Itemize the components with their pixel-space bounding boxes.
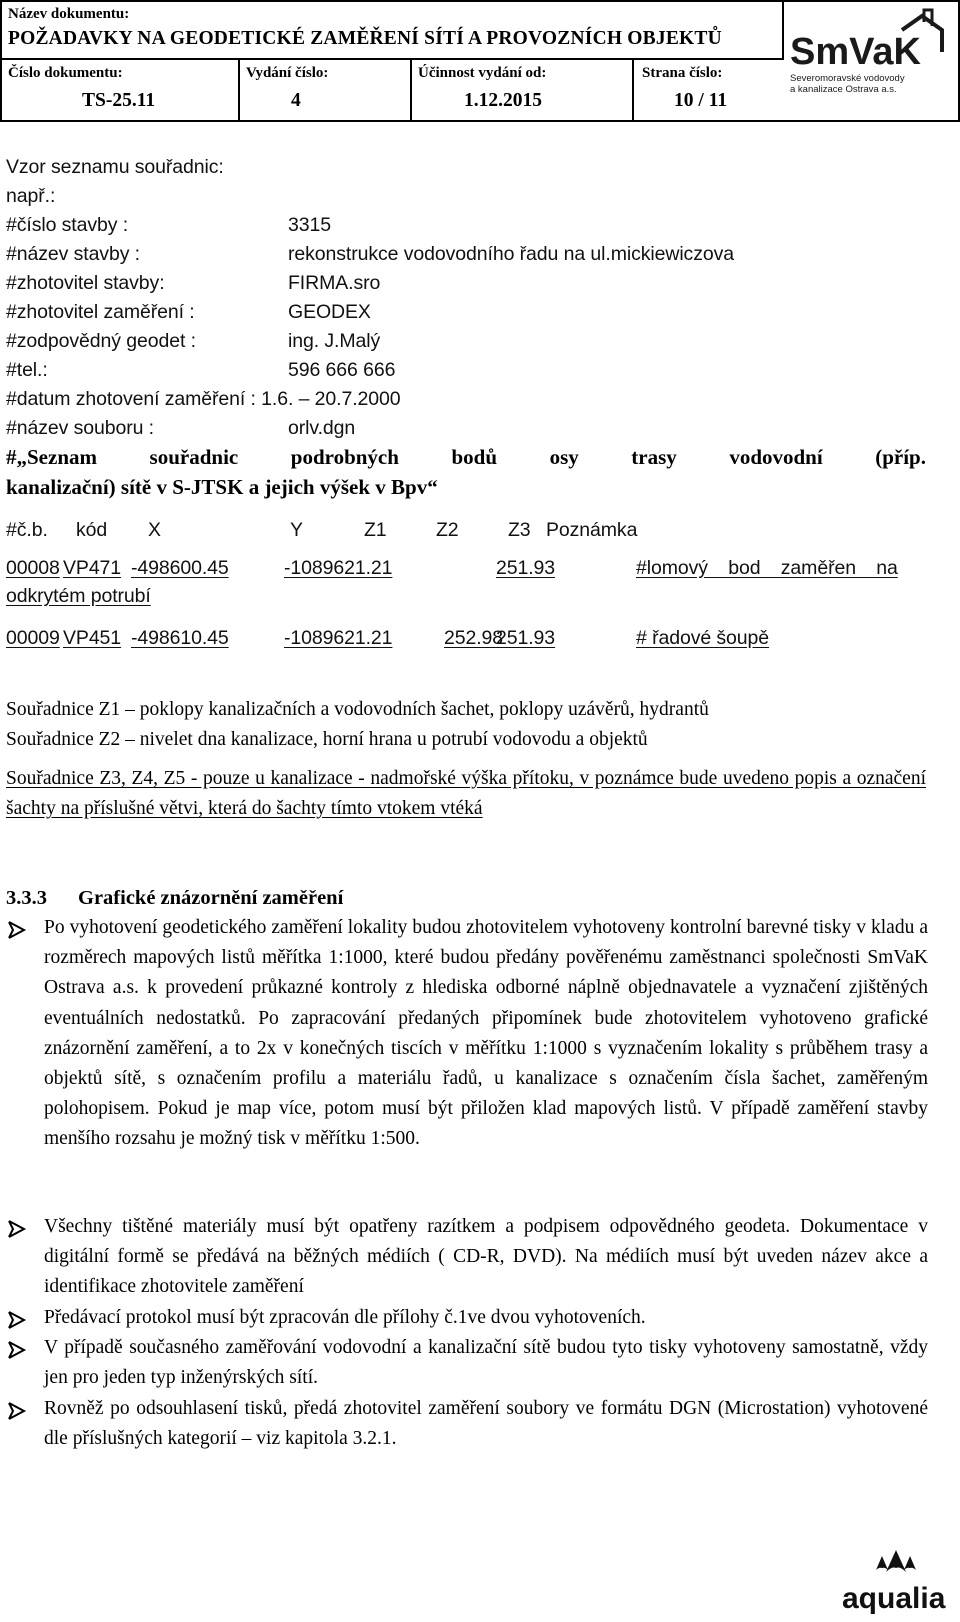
field-label: #název souboru : <box>6 417 155 439</box>
z1-description: Souřadnice Z1 – poklopy kanalizačních a vodovodních šachet, poklopy uzávěrů, hydrantů <box>6 699 709 720</box>
arrow-bullet-icon <box>6 1309 28 1331</box>
bullet-text: Předávací protokol musí být zpracován dle přílohy č.1ve dvou vyhotoveních. <box>44 1307 646 1328</box>
field-value: orlv.dgn <box>288 417 356 439</box>
bullet-text: V případě současného zaměřování vodovodní a kanalizační sítě budou tyto tisky vyhotoveny samostatně, vždy jen pro jeden typ inženýrských sítí. <box>44 1337 928 1389</box>
field-label: #datum zhotovení zaměření : 1.6. – 20.7.2000 <box>6 388 401 410</box>
list-item <box>6 1303 928 1334</box>
field-label: #zodpovědný geodet : <box>6 330 196 352</box>
cell-z2: 251.93 <box>496 557 556 579</box>
column-header: kód <box>76 519 108 541</box>
effective-date: 1.12.2015 <box>464 90 542 111</box>
column-header: Y <box>290 519 303 541</box>
column-header: Poznámka <box>546 519 638 541</box>
field-value: GEODEX <box>288 301 371 323</box>
field-label: #zhotovitel zaměření : <box>6 301 195 323</box>
list-item <box>6 1333 928 1395</box>
cell-kod: VP451 <box>63 627 122 649</box>
aqualia-logo-text: aqualia <box>842 1582 946 1615</box>
cell-cb: 00009 <box>6 627 60 649</box>
smvak-logo <box>784 2 958 120</box>
list-title-line1: #„Seznam souřadnic podrobných bodů osy trasy vodovodní (příp. <box>6 445 926 469</box>
header-divider <box>238 60 240 122</box>
smvak-logo-name: SmVaK <box>790 31 921 73</box>
z2-description: Souřadnice Z2 – nivelet dna kanalizace, horní hrana u potrubí vodovodu a objektů <box>6 729 648 750</box>
section-title: Grafické znázornění zaměření <box>78 887 344 909</box>
aqualia-logo-icon <box>840 1546 956 1618</box>
field-label: #zhotovitel stavby: <box>6 272 165 294</box>
column-header: Z1 <box>364 519 387 541</box>
column-header: Z2 <box>436 519 459 541</box>
issue-number: 4 <box>291 90 301 111</box>
field-label: #tel.: <box>6 359 48 381</box>
column-header: X <box>148 519 161 541</box>
cell-x: -498600.45 <box>131 557 229 579</box>
effective-label: Účinnost vydání od: <box>418 65 547 81</box>
z3-description: Souřadnice Z3, Z4, Z5 - pouze u kanalizace - nadmořské výška přítoku, v poznámce bude uvedeno popis a označení šachty na příslušné větvi, která do šachty tímto vtokem vtéká <box>6 768 926 819</box>
doc-name: POŽADAVKY NA GEODETICKÉ ZAMĚŘENÍ SÍTÍ A PROVOZNÍCH OBJEKTŮ <box>8 28 722 49</box>
cell-note-cont: odkrytém potrubí <box>6 585 151 607</box>
list-title-line2: kanalizační) sítě v S-JTSK a jejich výšek v Bpv“ <box>6 475 438 499</box>
bullet-text: Všechny tištěné materiály musí být opatřeny razítkem a podpisem odpovědného geodeta. Dokumentace v digitální formě se předává na běžných médiích ( CD-R, DVD). Na médiích musí být uveden název akce a identifikace zhotovitele zaměření <box>44 1216 928 1298</box>
bullet-text: Rovněž po odsouhlasení tisků, předá zhotovitel zaměření soubory ve formátu DGN (Microstation) vyhotovené dle příslušných kategorií – viz kapitola 3.2.1. <box>44 1398 928 1450</box>
cell-note: # řadové šoupě <box>636 627 770 649</box>
field-value: 596 666 666 <box>288 359 396 381</box>
arrow-bullet-icon <box>6 1218 28 1240</box>
smvak-logo-icon <box>784 2 954 112</box>
header-divider <box>410 60 412 122</box>
sample-intro: Vzor seznamu souřadnic: <box>6 156 224 178</box>
bullet-text: Po vyhotovení geodetického zaměření lokality budou zhotovitelem vyhotoveny kontrolní barevné tisky v kladu a rozměrech mapových listů měřítka 1:1000, které budou předány pověřenému zaměstnanci společnosti SmVaK Ostrava a.s. k provedení průkazné kontroly z hlediska odborné náplně objednavatele a vyznačení zjištěných eventuálních nedostatků. Po zapracování předaných připomínek bude zhotovitelem vyhotoveno grafické znázornění zaměření, a to 2x v konečných tiscích v měřítku 1:1000 s vyznačením lokality s průběhem trasy a objektů sítě, s označením profilu a materiálu řadů, u kanalizace s označením čísla šachet, zaměřeným polohopisem. Pokud je map více, potom musí být přiložen klad mapových listů. V případě zaměření stavby menšího rozsahu je možný tisk v měřítku 1:500. <box>44 917 928 1150</box>
field-label: #název stavby : <box>6 243 140 265</box>
list-item <box>6 1394 928 1456</box>
column-header: Z3 <box>508 519 531 541</box>
smvak-logo-line2: a kanalizace Ostrava a.s. <box>790 84 897 95</box>
page-number: 10 / 11 <box>674 90 728 111</box>
doc-number-label: Číslo dokumentu: <box>8 65 123 81</box>
cell-y: -1089621.21 <box>284 627 393 649</box>
cell-z2: 251.93 <box>496 627 556 649</box>
issue-label: Vydání číslo: <box>246 65 329 81</box>
arrow-bullet-icon <box>6 1400 28 1422</box>
list-item <box>6 1212 928 1304</box>
cell-cb: 00008 <box>6 557 60 579</box>
field-value: rekonstrukce vodovodního řadu na ul.mickiewiczova <box>288 243 734 265</box>
column-header: #č.b. <box>6 519 48 541</box>
doc-name-label: Název dokumentu: <box>8 6 130 22</box>
document-header <box>0 0 960 122</box>
arrow-bullet-icon <box>6 1339 28 1361</box>
sample-intro-eg: např.: <box>6 185 56 207</box>
cell-kod: VP471 <box>63 557 122 579</box>
page-label: Strana číslo: <box>642 65 723 81</box>
list-item <box>6 913 928 1213</box>
arrow-bullet-icon <box>6 919 28 941</box>
field-label: #číslo stavby : <box>6 214 129 236</box>
smvak-logo-line1: Severomoravské vodovody <box>790 73 905 84</box>
field-value: ing. J.Malý <box>288 330 381 352</box>
cell-note: #lomový bod zaměřen na <box>636 557 898 579</box>
cell-y: -1089621.21 <box>284 557 393 579</box>
cell-z1: 252.98 <box>444 627 504 649</box>
section-number: 3.3.3 <box>6 887 47 909</box>
aqualia-logo <box>840 1546 956 1618</box>
field-value: 3315 <box>288 214 331 236</box>
doc-number: TS-25.11 <box>82 90 156 111</box>
header-divider <box>632 60 634 122</box>
field-value: FIRMA.sro <box>288 272 381 294</box>
cell-x: -498610.45 <box>131 627 229 649</box>
header-title-row <box>2 2 784 60</box>
